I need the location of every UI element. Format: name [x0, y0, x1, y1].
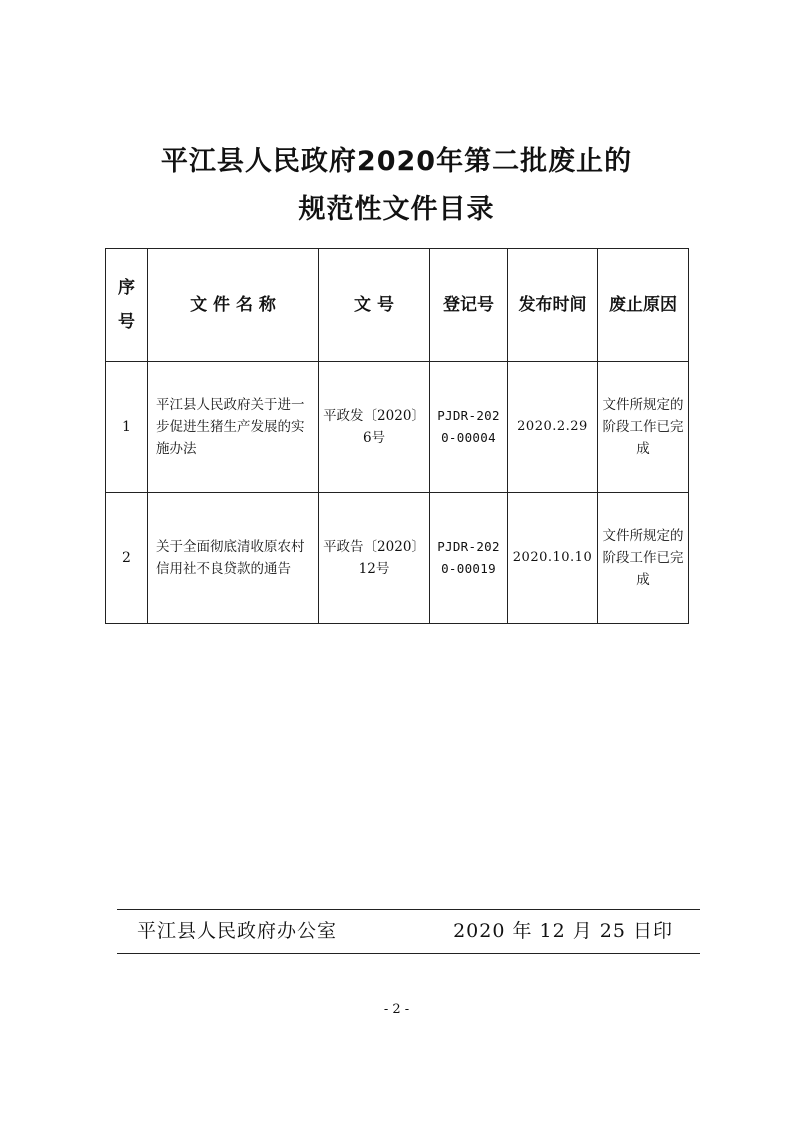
row-abolish-reason: 文件所规定的阶段工作已完成 — [598, 493, 689, 624]
table-header-row — [106, 249, 689, 362]
row-publish-date: 2020.2.29 — [508, 362, 598, 493]
row-document-number-line-2: 6号 — [362, 430, 386, 446]
header-abolish-reason: 废止原因 — [598, 249, 689, 362]
row-registration-number-line-2: 0-00004 — [441, 430, 496, 445]
issuing-office: 平江县人民政府办公室 — [137, 920, 338, 942]
row-seq: 2 — [106, 493, 148, 624]
print-date: 2020 年 12 月 25 日印 — [453, 920, 673, 942]
row-document-name: 平江县人民政府关于进一步促进生猪生产发展的实施办法 — [148, 362, 319, 493]
header-document-name: 文 件 名 称 — [148, 249, 319, 362]
row-abolish-reason: 文件所规定的阶段工作已完成 — [598, 362, 689, 493]
row-document-name: 关于全面彻底清收原农村信用社不良贷款的通告 — [148, 493, 319, 624]
row-document-number-line-1: 平政告〔2020〕 — [323, 539, 425, 555]
row-document-number-line-1: 平政发〔2020〕 — [323, 408, 425, 424]
footer-top-rule — [117, 909, 700, 910]
header-seq-line-1: 序 — [118, 278, 135, 298]
header-document-number: 文 号 — [319, 249, 430, 362]
row-publish-date: 2020.10.10 — [508, 493, 598, 624]
row-registration-number-line-1: PJDR-202 — [437, 408, 500, 423]
table-row — [106, 493, 689, 624]
document-title-line-2: 规范性文件目录 — [298, 194, 495, 225]
row-registration-number — [430, 362, 508, 493]
document-title-line-1: 平江县人民政府2020年第二批废止的 — [160, 146, 633, 177]
abolished-documents-table — [105, 248, 689, 624]
row-registration-number-line-1: PJDR-202 — [437, 539, 500, 554]
header-registration-number: 登记号 — [430, 249, 508, 362]
header-publish-date: 发布时间 — [508, 249, 598, 362]
row-registration-number — [430, 493, 508, 624]
table-row — [106, 362, 689, 493]
row-document-number — [319, 493, 430, 624]
row-seq: 1 — [106, 362, 148, 493]
header-seq-line-2: 号 — [118, 312, 135, 332]
footer-bottom-rule — [117, 953, 700, 954]
row-document-number-line-2: 12号 — [358, 561, 390, 577]
header-seq — [106, 249, 148, 362]
row-registration-number-line-2: 0-00019 — [441, 561, 496, 576]
row-document-number — [319, 362, 430, 493]
page-number: - 2 - — [383, 1002, 410, 1017]
